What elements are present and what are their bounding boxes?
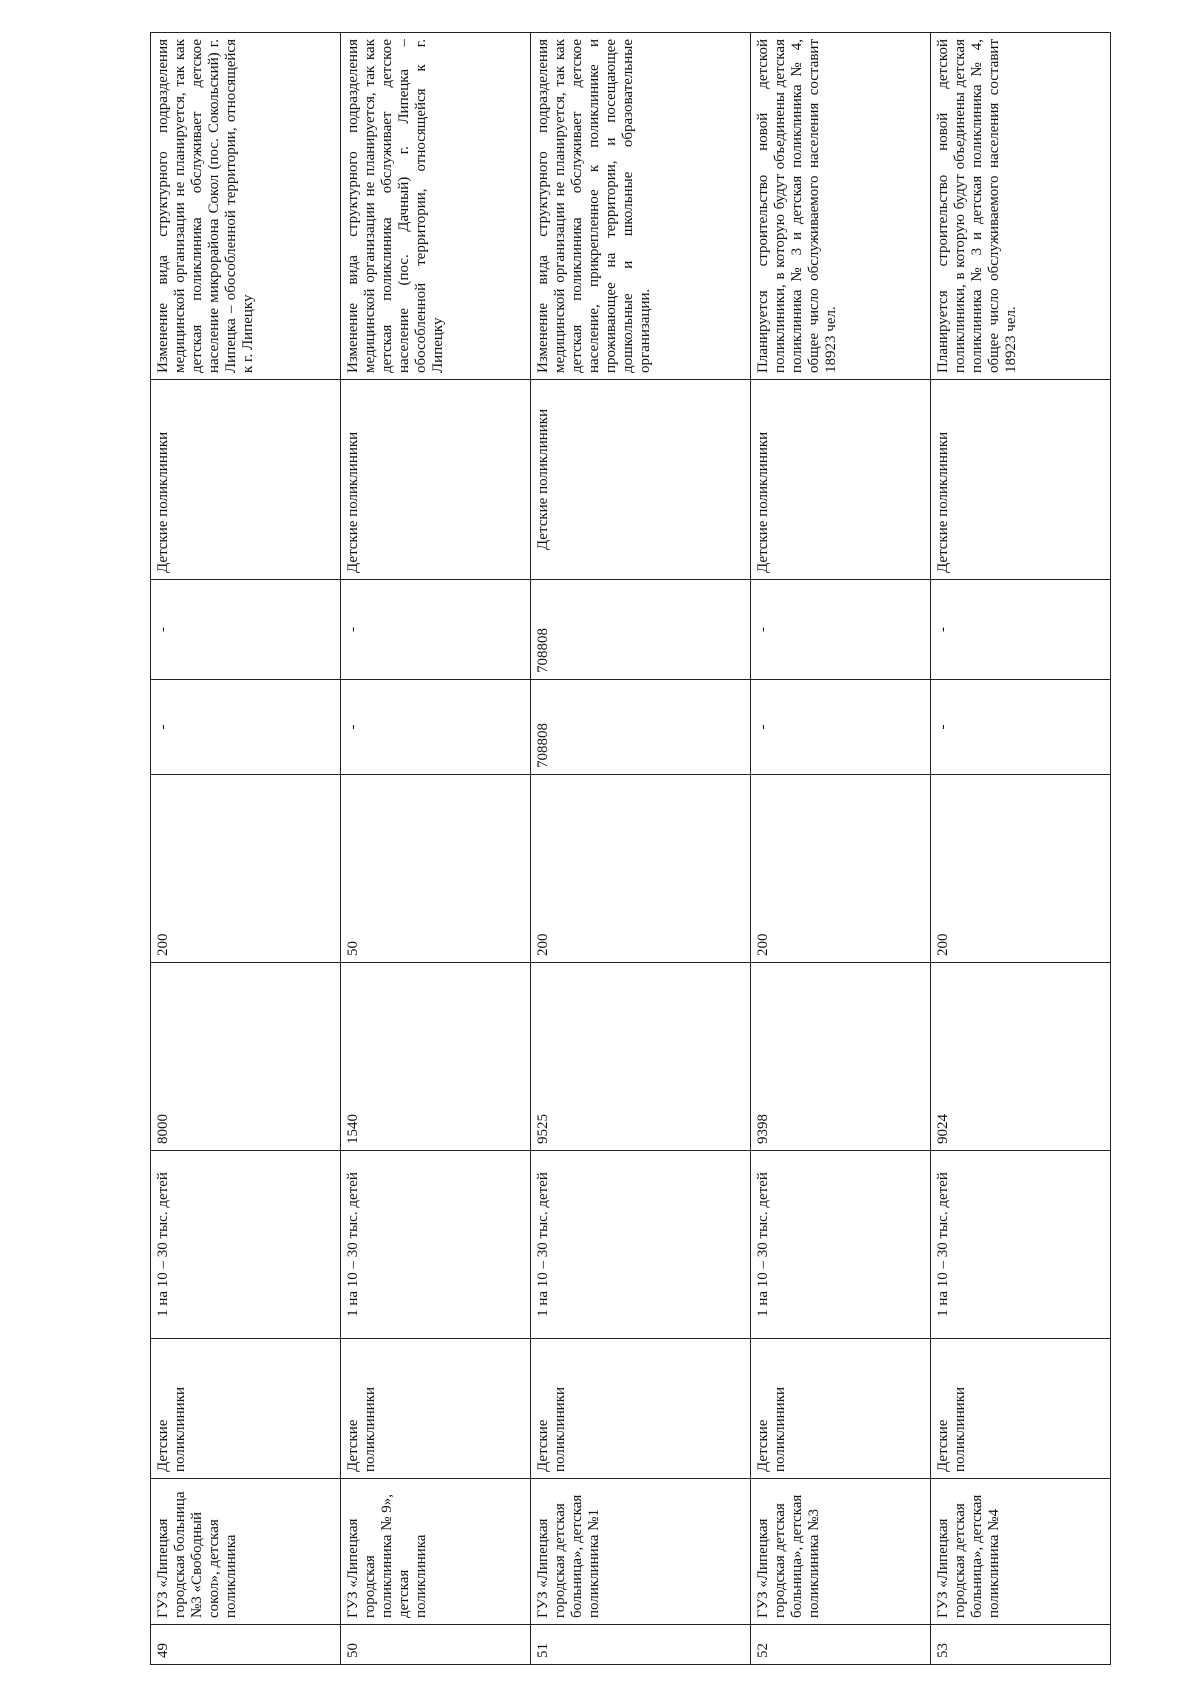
facility-name: ГУЗ «Липецкая городская детская больница», детская поликлиника №4 bbox=[931, 1479, 1111, 1625]
facility-type-2: Детские поликлиники bbox=[531, 380, 751, 580]
facility-name: ГУЗ «Липецкая городская больница №3 «Свободный сокол», детская поликлиника bbox=[151, 1479, 341, 1625]
col-a-value: 708808 bbox=[531, 680, 751, 775]
capacity-value: 200 bbox=[531, 775, 751, 963]
col-a-value: - bbox=[151, 680, 341, 775]
col-a-value: - bbox=[341, 680, 531, 775]
facility-name: ГУЗ «Липецкая городская детская больница», детская поликлиника №1 bbox=[531, 1479, 751, 1625]
capacity-value: 200 bbox=[931, 775, 1111, 963]
facility-name: ГУЗ «Липецкая городская поликлиника № 9», детская поликлиника bbox=[341, 1479, 531, 1625]
population-value: 1540 bbox=[341, 963, 531, 1151]
note-text: Изменение вида структурного подразделения медицинской организации не планируется, так как детская поликлиника обслуживает детское население (пос. Дачный) г. Липецка – обособленной территории, относящейся к г. Липецку bbox=[341, 33, 531, 380]
table-row bbox=[151, 33, 341, 1665]
col-b-value: - bbox=[751, 580, 931, 680]
norm-value: 1 на 10 – 30 тыс. детей bbox=[151, 1151, 341, 1339]
col-b-value: - bbox=[151, 580, 341, 680]
facility-type-2: Детские поликлиники bbox=[751, 380, 931, 580]
facility-type: Детские поликлиники bbox=[151, 1339, 341, 1479]
table-row bbox=[931, 33, 1111, 1665]
note-text: Планируется строительство новой детской поликлиники, в которую будут объединены детская поликлиника № 3 и детская поликлиника № 4, общее число обслуживаемого населения составит 18923 чел. bbox=[931, 33, 1111, 380]
population-value: 9398 bbox=[751, 963, 931, 1151]
table-row bbox=[341, 33, 531, 1665]
facility-type: Детские поликлиники bbox=[531, 1339, 751, 1479]
facility-type-2: Детские поликлиники bbox=[151, 380, 341, 580]
facility-type-2: Детские поликлиники bbox=[341, 380, 531, 580]
facility-type: Детские поликлиники bbox=[751, 1339, 931, 1479]
facilities-table bbox=[150, 32, 1111, 1665]
col-b-value: 708808 bbox=[531, 580, 751, 680]
note-text: Изменение вида структурного подразделения медицинской организации не планируется, так как детская поликлиника обслуживает детское население, прикрепленное к поликлинике и проживающее на территории, и посещающее дошкольные и школьные образовательные организации. bbox=[531, 33, 751, 380]
capacity-value: 200 bbox=[151, 775, 341, 963]
row-number: 50 bbox=[341, 1625, 531, 1665]
facility-type: Детские поликлиники bbox=[341, 1339, 531, 1479]
rotated-table-container bbox=[150, 33, 1200, 1665]
facility-type-2: Детские поликлиники bbox=[931, 380, 1111, 580]
col-a-value: - bbox=[931, 680, 1111, 775]
facility-type: Детские поликлиники bbox=[931, 1339, 1111, 1479]
norm-value: 1 на 10 – 30 тыс. детей bbox=[341, 1151, 531, 1339]
population-value: 9525 bbox=[531, 963, 751, 1151]
col-b-value: - bbox=[341, 580, 531, 680]
col-a-value: - bbox=[751, 680, 931, 775]
row-number: 49 bbox=[151, 1625, 341, 1665]
capacity-value: 200 bbox=[751, 775, 931, 963]
col-b-value: - bbox=[931, 580, 1111, 680]
population-value: 8000 bbox=[151, 963, 341, 1151]
norm-value: 1 на 10 – 30 тыс. детей bbox=[531, 1151, 751, 1339]
table-row bbox=[531, 33, 751, 1665]
row-number: 53 bbox=[931, 1625, 1111, 1665]
norm-value: 1 на 10 – 30 тыс. детей bbox=[931, 1151, 1111, 1339]
row-number: 51 bbox=[531, 1625, 751, 1665]
facility-name: ГУЗ «Липецкая городская детская больница», детская поликлиника №3 bbox=[751, 1479, 931, 1625]
note-text: Планируется строительство новой детской поликлиники, в которую будут объединены детская поликлиника № 3 и детская поликлиника № 4, общее число обслуживаемого населения составит 18923 чел. bbox=[751, 33, 931, 380]
table-row bbox=[751, 33, 931, 1665]
note-text: Изменение вида структурного подразделения медицинской организации не планируется, так как детская поликлиника обслуживает детское население микрорайона Сокол (пос. Сокольский) г. Липецка – обособленной территории, относящейся к г. Липецку bbox=[151, 33, 341, 380]
capacity-value: 50 bbox=[341, 775, 531, 963]
row-number: 52 bbox=[751, 1625, 931, 1665]
norm-value: 1 на 10 – 30 тыс. детей bbox=[751, 1151, 931, 1339]
population-value: 9024 bbox=[931, 963, 1111, 1151]
